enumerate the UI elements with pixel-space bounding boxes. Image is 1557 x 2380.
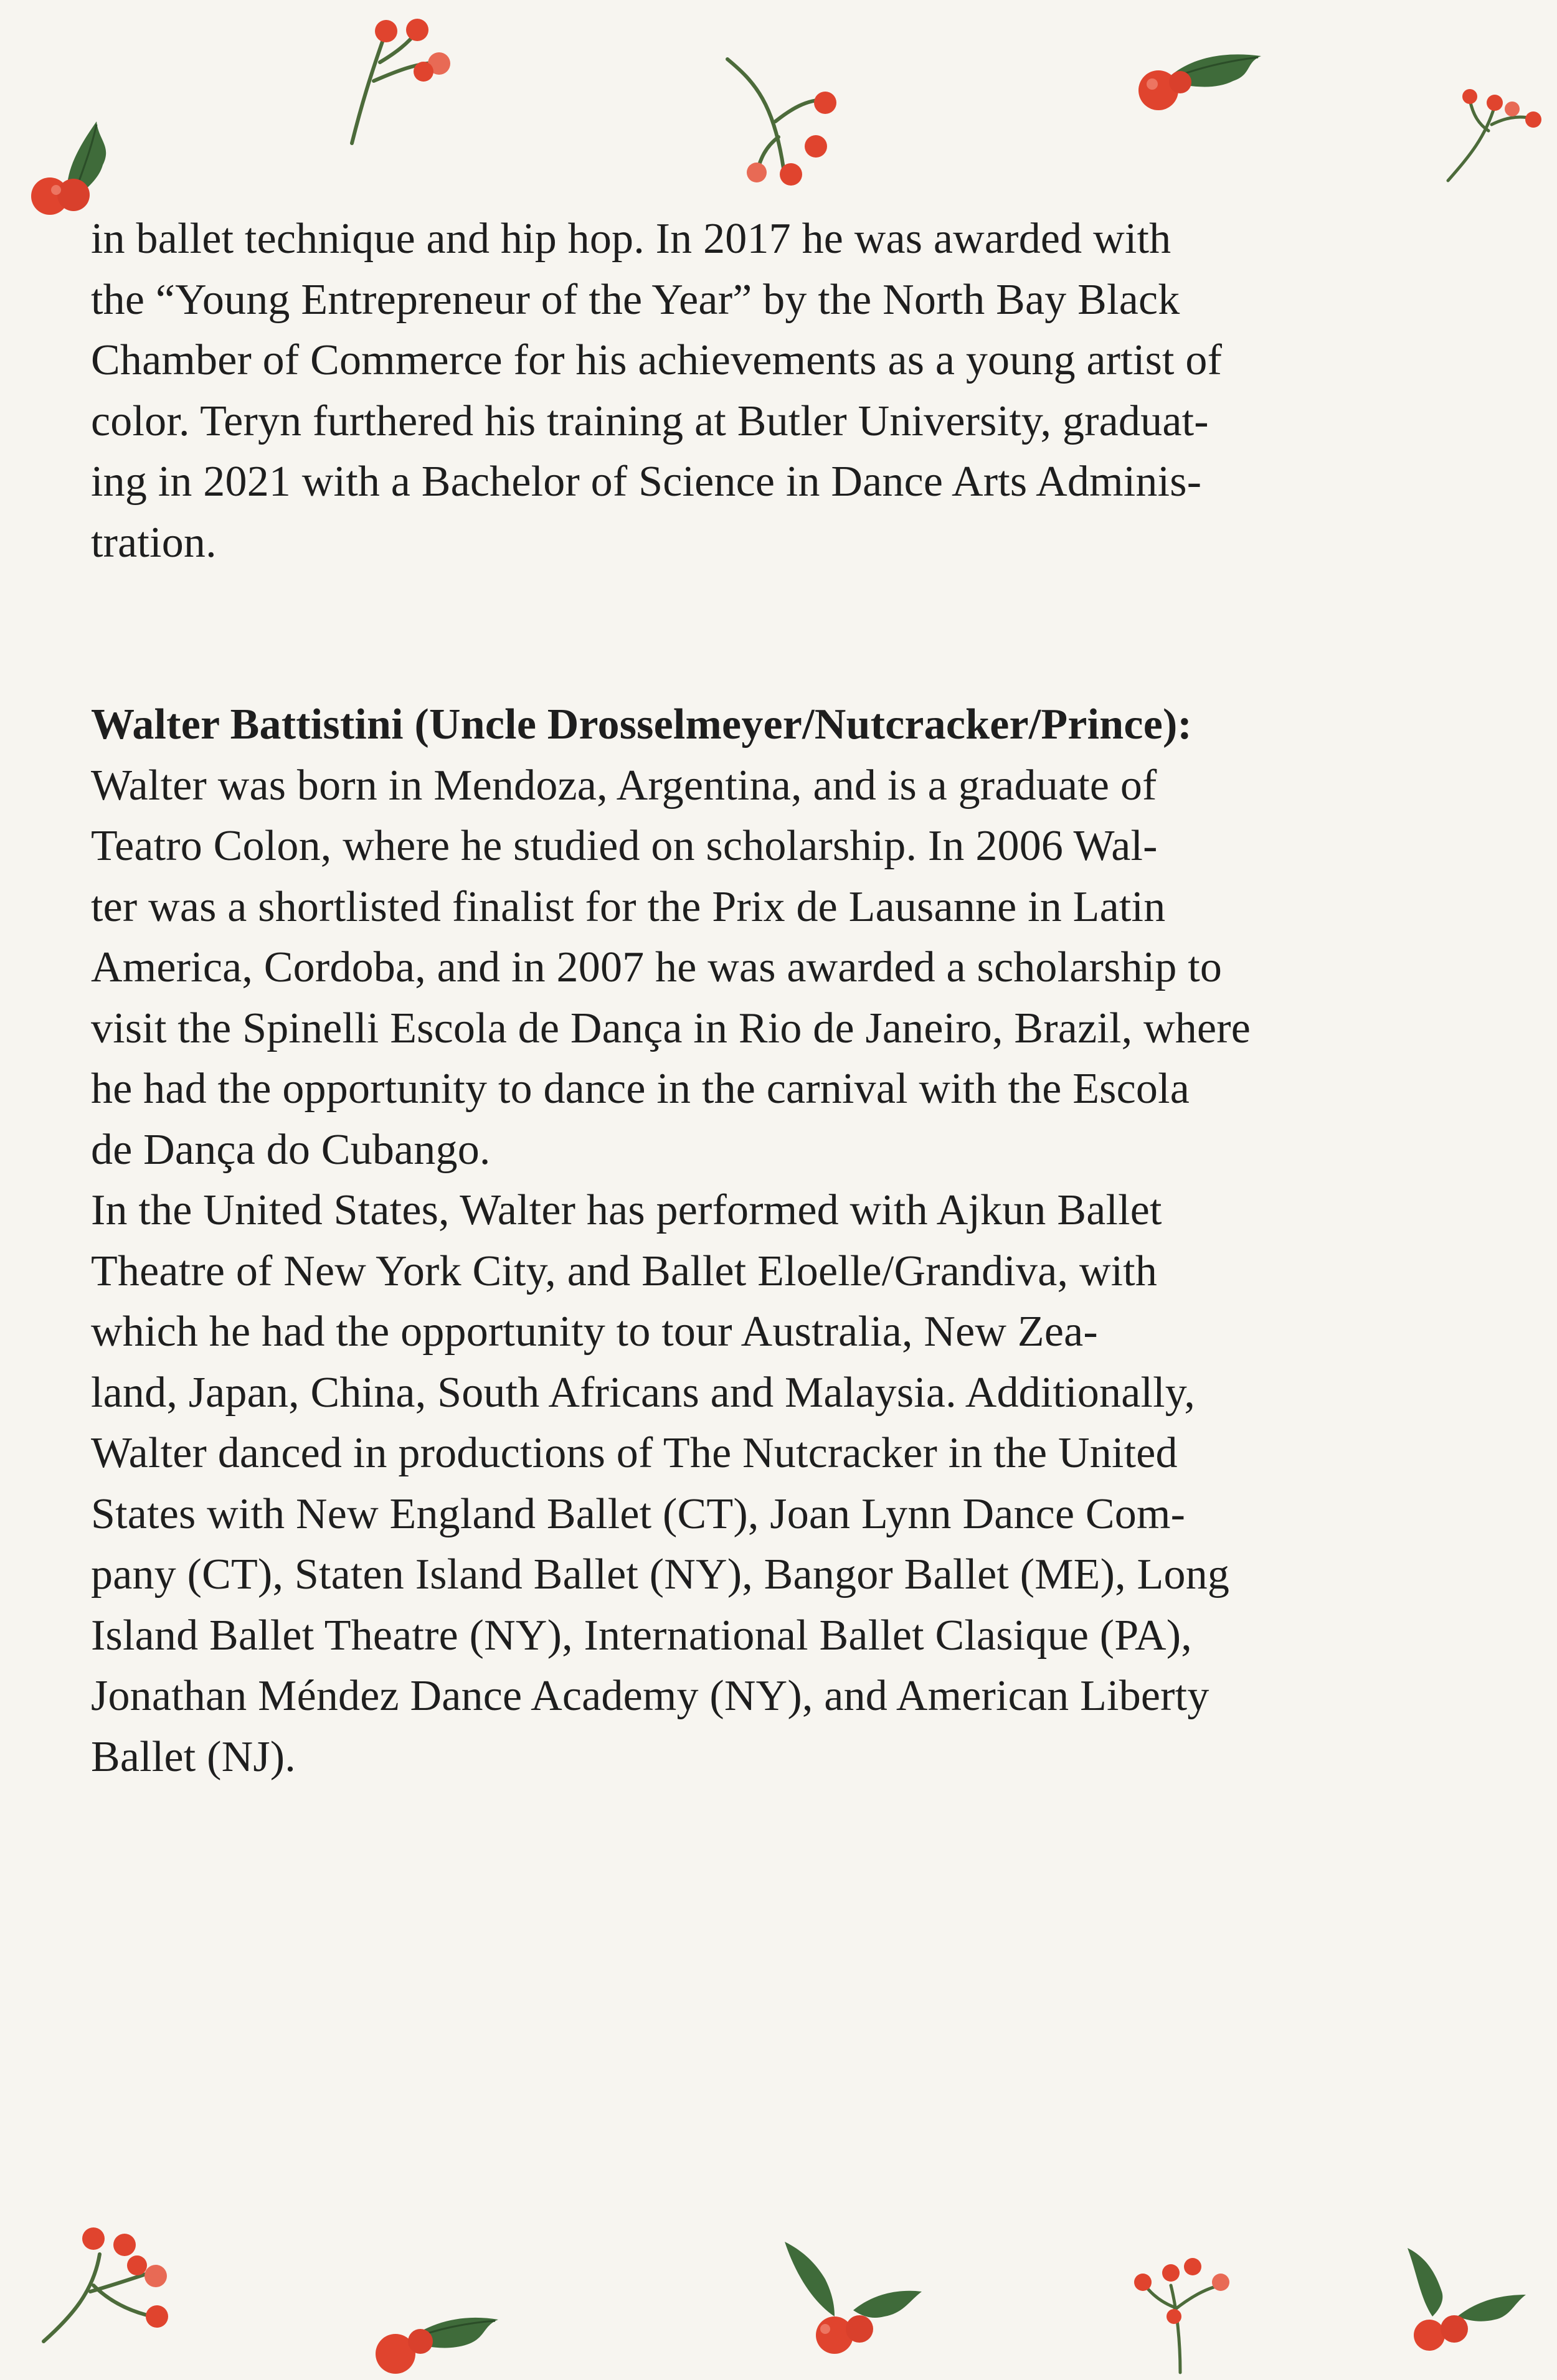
holly-icon — [766, 2236, 928, 2373]
holly-icon — [25, 97, 125, 221]
berry-sprig-icon — [327, 12, 464, 149]
bio-continuation-text: in ballet technique and hip hop. In 2017 he was awarded with the “Young Entrepreneur of the Year” by the North Bay Black Chamber of Commerce for his achievements as a young artist of color. Teryn furthered his training at Butler University, graduat- ing in 2021 with a Bachelor of Science in Dance Arts Adminis- tration. — [91, 215, 1223, 567]
page-content — [91, 209, 1480, 1787]
holly-icon — [1121, 25, 1277, 125]
holly-icon — [367, 2279, 504, 2379]
berry-sprig-icon — [1439, 81, 1545, 187]
berry-sprig-icon — [37, 2223, 174, 2348]
holly-icon — [1395, 2242, 1532, 2366]
berry-sprig-icon — [716, 53, 853, 190]
walter-heading: Walter Battistini (Uncle Drosselmeyer/Nutcracker/Prince): — [91, 701, 1192, 748]
walter-paragraph-2: In the United States, Walter has performed with Ajkun Ballet Theatre of New York City, and Ballet Eloelle/Grandiva, with which he had the opportunity to tour Australia, New Zea- land, Japan, China, South Africans and Malaysia. Additionally, Walter danced in productions of The Nutcracker in the United States with New England Ballet (CT), Joan Lynn Dance Com- pany (CT), Staten Island Ballet (NY), Bangor Ballet (ME), Long Island Ballet Theatre (NY), International Ballet Clasique (PA), Jonathan Méndez Dance Academy (NY), and American Liberty Ballet (NJ). — [91, 1186, 1230, 1781]
section-spacer — [91, 573, 1480, 694]
berry-sprig-icon — [1121, 2248, 1239, 2379]
walter-paragraph-1: Walter was born in Mendoza, Argentina, and is a graduate of Teatro Colon, where he studied on scholarship. In 2006 Wal- ter was a shortlisted finalist for the Prix de Lausanne in Latin America, Cordoba, and in 2007 he was awarded a scholarship to visit the Spinelli Escola de Dança in Rio de Janeiro, Brazil, where he had the opportunity to dance in the carnival with the Escola de Dança do Cubango. — [91, 761, 1251, 1174]
